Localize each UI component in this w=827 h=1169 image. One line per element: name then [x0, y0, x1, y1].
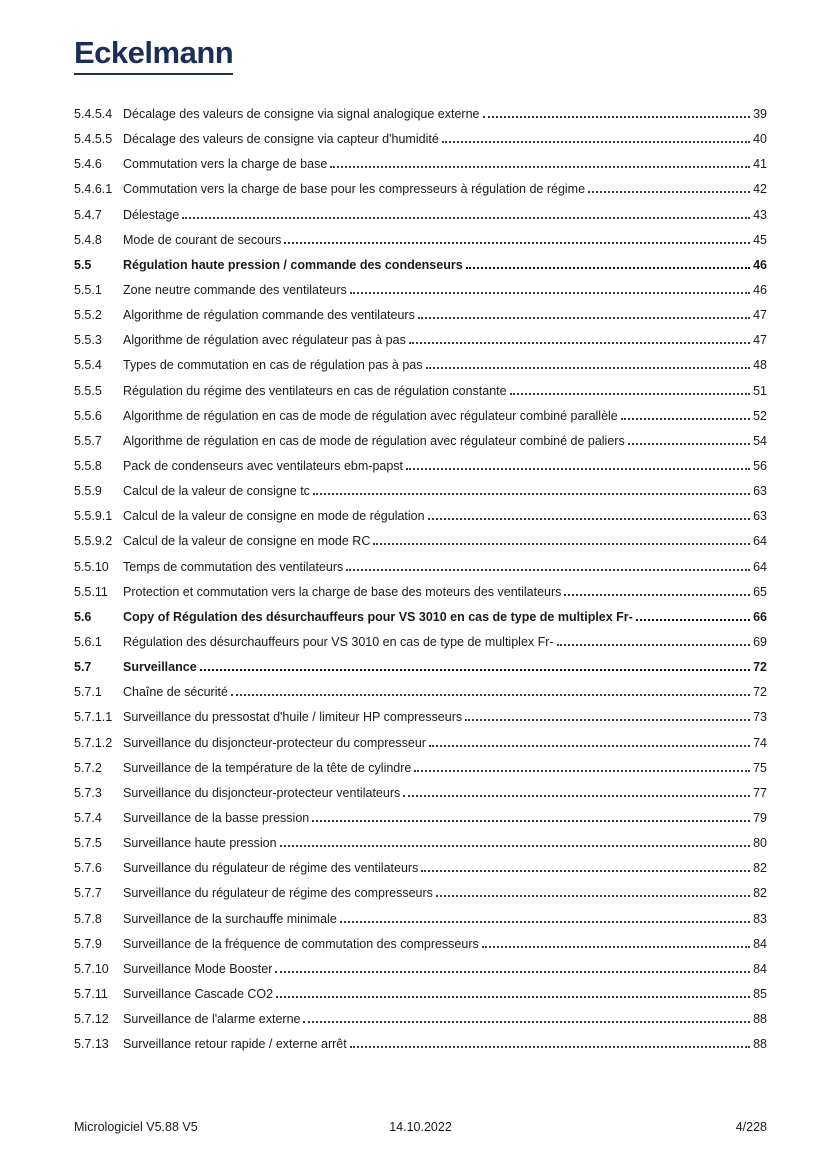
toc-entry-number: 5.7.11	[74, 986, 108, 1001]
toc-dot-leader	[303, 1021, 750, 1023]
toc-entry-number: 5.7.1.1	[74, 710, 113, 725]
toc-entry-page: 52	[753, 408, 767, 423]
toc-entry	[74, 283, 767, 308]
toc-entry-page: 43	[753, 207, 767, 222]
toc-entry-title: Surveillance de la surchauffe minimale	[123, 911, 337, 926]
toc-dot-leader	[465, 719, 750, 721]
brand-logo: Eckelmann	[74, 36, 233, 75]
toc-entry-number: 5.5.9.2	[74, 534, 113, 549]
toc-entry-number: 5.7.8	[74, 911, 102, 926]
toc-entry-number: 5.5	[74, 257, 92, 272]
toc-entry-page: 77	[753, 785, 767, 800]
toc-entry-title: Surveillance Cascade CO2	[123, 986, 274, 1001]
toc-dot-leader	[429, 745, 750, 747]
toc-dot-leader	[466, 267, 750, 269]
toc-dot-leader	[588, 191, 750, 193]
toc-entry-title: Surveillance du disjoncteur-protecteur du compresseur	[123, 735, 426, 750]
toc-entry-number: 5.7.1.2	[74, 735, 113, 750]
toc-entry-number: 5.7.7	[74, 886, 102, 901]
toc-entry-number: 5.4.6	[74, 157, 102, 172]
toc-dot-leader	[482, 946, 750, 948]
toc-entry-title: Surveillance du régulateur de régime des ventilateurs	[123, 861, 419, 876]
toc-entry	[74, 484, 767, 509]
toc-entry-number: 5.5.10	[74, 559, 109, 574]
toc-dot-leader	[406, 468, 750, 470]
toc-entry-title: Surveillance Mode Booster	[123, 961, 273, 976]
footer-version: Micrologiciel V5.88 V5	[74, 1120, 198, 1134]
toc-entry-number: 5.4.6.1	[74, 182, 113, 197]
toc-entry-page: 74	[753, 735, 767, 750]
toc-entry	[74, 107, 767, 132]
toc-entry-title: Algorithme de régulation commande des ventilateurs	[123, 308, 415, 323]
toc-entry	[74, 660, 767, 685]
toc-dot-leader	[418, 317, 750, 319]
toc-entry-number: 5.7.6	[74, 861, 102, 876]
toc-dot-leader	[350, 292, 750, 294]
toc-entry-page: 47	[753, 333, 767, 348]
toc-dot-leader	[280, 845, 751, 847]
toc-dot-leader	[628, 443, 750, 445]
toc-dot-leader	[350, 1046, 750, 1048]
toc-entry-title: Surveillance du disjoncteur-protecteur ventilateurs	[123, 785, 401, 800]
toc-entry-number: 5.5.11	[74, 584, 108, 599]
toc-entry-title: Surveillance de l'alarme externe	[123, 1012, 301, 1027]
toc-entry	[74, 635, 767, 660]
toc-entry-page: 69	[753, 634, 767, 649]
toc-entry-page: 65	[753, 584, 767, 599]
toc-dot-leader	[200, 669, 750, 671]
toc-entry	[74, 509, 767, 534]
toc-entry-title: Surveillance du pressostat d'huile / limiteur HP compresseurs	[123, 710, 463, 725]
toc-entry-title: Régulation haute pression / commande des condenseurs	[123, 257, 463, 272]
toc-entry-number: 5.4.5.4	[74, 107, 113, 121]
toc-entry-number: 5.7	[74, 660, 92, 675]
toc-dot-leader	[346, 569, 750, 571]
toc-entry	[74, 886, 767, 911]
toc-entry-title: Surveillance retour rapide / externe arrêt	[123, 1037, 347, 1052]
toc-entry-page: 45	[753, 232, 767, 247]
toc-entry-title: Zone neutre commande des ventilateurs	[123, 282, 347, 297]
toc-entry	[74, 811, 767, 836]
toc-entry-page: 54	[753, 433, 767, 448]
toc-entry-title: Calcul de la valeur de consigne en mode RC	[123, 534, 371, 549]
toc-entry	[74, 384, 767, 409]
toc-entry-number: 5.7.1	[74, 685, 102, 700]
toc-entry-page: 84	[753, 936, 767, 951]
toc-dot-leader	[182, 217, 750, 219]
toc-entry	[74, 233, 767, 258]
toc-entry-title: Surveillance du régulateur de régime des compresseurs	[123, 886, 433, 901]
toc-entry-page: 39	[753, 107, 767, 121]
toc-entry-number: 5.6.1	[74, 634, 102, 649]
toc-dot-leader	[275, 971, 750, 973]
toc-entry	[74, 610, 767, 635]
toc-entry-title: Calcul de la valeur de consigne tc	[123, 484, 310, 499]
toc-entry-title: Surveillance haute pression	[123, 836, 277, 851]
toc-entry-page: 46	[753, 282, 767, 297]
toc-entry-number: 5.5.6	[74, 408, 102, 423]
toc-list	[74, 107, 767, 1062]
toc-entry-title: Pack de condenseurs avec ventilateurs ebm-papst	[123, 458, 404, 473]
toc-entry	[74, 182, 767, 207]
toc-entry-number: 5.7.9	[74, 936, 102, 951]
toc-entry-title: Calcul de la valeur de consigne en mode de régulation	[123, 509, 425, 524]
toc-entry-page: 64	[753, 559, 767, 574]
toc-entry-title: Délestage	[123, 207, 180, 222]
toc-entry-number: 5.4.7	[74, 207, 102, 222]
toc-entry	[74, 786, 767, 811]
toc-entry-page: 82	[753, 861, 767, 876]
toc-entry-page: 85	[753, 986, 767, 1001]
toc-entry-title: Surveillance	[123, 660, 197, 675]
toc-dot-leader	[330, 166, 750, 168]
toc-entry-page: 79	[753, 810, 767, 825]
toc-entry-title: Copy of Régulation des désurchauffeurs pour VS 3010 en cas de type de multiplex Fr-	[123, 609, 633, 624]
page-footer	[74, 1120, 767, 1134]
toc-entry-title: Mode de courant de secours	[123, 232, 282, 247]
toc-entry	[74, 1037, 767, 1062]
toc-entry-title: Surveillance de la basse pression	[123, 810, 310, 825]
toc-entry-number: 5.7.10	[74, 961, 109, 976]
toc-entry	[74, 861, 767, 886]
toc-entry-number: 5.5.1	[74, 282, 102, 297]
toc-entry-page: 72	[753, 660, 767, 675]
toc-entry-page: 72	[753, 685, 767, 700]
toc-entry-page: 40	[753, 132, 767, 147]
toc-entry	[74, 585, 767, 610]
toc-entry-title: Surveillance de la température de la tête de cylindre	[123, 760, 412, 775]
toc-entry	[74, 761, 767, 786]
toc-entry-title: Algorithme de régulation en cas de mode de régulation avec régulateur combiné de paliers	[123, 433, 625, 448]
toc-entry	[74, 132, 767, 157]
toc-entry-page: 63	[753, 509, 767, 524]
toc-entry	[74, 258, 767, 283]
toc-entry-number: 5.4.5.5	[74, 132, 113, 147]
toc-entry-number: 5.7.4	[74, 810, 102, 825]
toc-entry-page: 83	[753, 911, 767, 926]
toc-entry-number: 5.5.9	[74, 484, 102, 499]
toc-dot-leader	[621, 418, 750, 420]
toc-entry	[74, 409, 767, 434]
toc-entry-page: 66	[753, 609, 767, 624]
toc-dot-leader	[276, 996, 750, 998]
toc-entry	[74, 358, 767, 383]
toc-entry	[74, 937, 767, 962]
toc-entry-number: 5.7.3	[74, 785, 102, 800]
toc-entry-number: 5.5.7	[74, 433, 102, 448]
toc-dot-leader	[340, 921, 750, 923]
toc-entry-number: 5.7.5	[74, 836, 102, 851]
toc-dot-leader	[483, 116, 751, 118]
toc-entry	[74, 836, 767, 861]
toc-entry	[74, 534, 767, 559]
toc-entry-number: 5.7.2	[74, 760, 102, 775]
toc-entry-page: 63	[753, 484, 767, 499]
toc-dot-leader	[564, 594, 750, 596]
toc-dot-leader	[373, 543, 750, 545]
toc-dot-leader	[231, 694, 750, 696]
toc-entry-number: 5.5.4	[74, 358, 102, 373]
toc-dot-leader	[312, 820, 750, 822]
toc-entry	[74, 912, 767, 937]
toc-dot-leader	[403, 795, 750, 797]
toc-entry	[74, 987, 767, 1012]
toc-entry-title: Décalage des valeurs de consigne via signal analogique externe	[123, 107, 480, 121]
toc-dot-leader	[510, 393, 751, 395]
toc-entry-number: 5.5.3	[74, 333, 102, 348]
toc-entry-title: Algorithme de régulation en cas de mode de régulation avec régulateur combiné parallèle	[123, 408, 618, 423]
toc-entry	[74, 560, 767, 585]
toc-dot-leader	[421, 870, 750, 872]
toc-entry-page: 73	[753, 710, 767, 725]
toc-entry-page: 42	[753, 182, 767, 197]
toc-entry-title: Surveillance de la fréquence de commutation des compresseurs	[123, 936, 479, 951]
toc-entry-page: 64	[753, 534, 767, 549]
toc-entry-title: Algorithme de régulation avec régulateur pas à pas	[123, 333, 406, 348]
toc-entry	[74, 710, 767, 735]
footer-date: 14.10.2022	[389, 1120, 452, 1134]
toc-entry-number: 5.5.8	[74, 458, 102, 473]
footer-page-number: 4/228	[735, 1120, 767, 1134]
toc-entry	[74, 1012, 767, 1037]
toc-entry	[74, 434, 767, 459]
toc-dot-leader	[442, 141, 750, 143]
toc-entry-title: Protection et commutation vers la charge de base des moteurs des ventilateurs	[123, 584, 562, 599]
toc-entry-page: 75	[753, 760, 767, 775]
toc-entry-number: 5.7.13	[74, 1037, 109, 1052]
toc-dot-leader	[636, 619, 750, 621]
toc-dot-leader	[409, 342, 750, 344]
toc-entry-number: 5.4.8	[74, 232, 102, 247]
toc-dot-leader	[426, 367, 751, 369]
toc-entry-title: Temps de commutation des ventilateurs	[123, 559, 344, 574]
toc-entry-number: 5.6	[74, 609, 92, 624]
toc-entry-title: Commutation vers la charge de base	[123, 157, 328, 172]
toc-entry-title: Commutation vers la charge de base pour les compresseurs à régulation de régime	[123, 182, 586, 197]
toc-entry-number: 5.5.9.1	[74, 509, 113, 524]
toc-dot-leader	[436, 895, 750, 897]
toc-entry	[74, 459, 767, 484]
toc-entry	[74, 208, 767, 233]
toc-entry	[74, 962, 767, 987]
toc-entry-page: 46	[753, 257, 767, 272]
toc-dot-leader	[557, 644, 751, 646]
toc-entry-number: 5.5.5	[74, 383, 102, 398]
toc-entry	[74, 685, 767, 710]
toc-entry-title: Décalage des valeurs de consigne via capteur d'humidité	[123, 132, 439, 147]
toc-entry-page: 47	[753, 308, 767, 323]
toc-entry-title: Régulation du régime des ventilateurs en cas de régulation constante	[123, 383, 507, 398]
toc-entry-page: 88	[753, 1037, 767, 1052]
toc-entry-title: Types de commutation en cas de régulation pas à pas	[123, 358, 423, 373]
toc-entry	[74, 157, 767, 182]
toc-dot-leader	[313, 493, 750, 495]
toc-entry	[74, 308, 767, 333]
toc-entry-title: Chaîne de sécurité	[123, 685, 228, 700]
toc-entry-page: 41	[753, 157, 767, 172]
toc-entry-page: 56	[753, 458, 767, 473]
toc-entry-page: 82	[753, 886, 767, 901]
toc-entry	[74, 736, 767, 761]
toc-entry	[74, 333, 767, 358]
toc-entry-page: 48	[753, 358, 767, 373]
toc-entry-number: 5.7.12	[74, 1012, 109, 1027]
toc-dot-leader	[284, 242, 750, 244]
toc-entry-page: 80	[753, 836, 767, 851]
toc-entry-page: 88	[753, 1012, 767, 1027]
toc-entry-number: 5.5.2	[74, 308, 102, 323]
toc-dot-leader	[414, 770, 750, 772]
toc-dot-leader	[428, 518, 751, 520]
toc-entry-title: Régulation des désurchauffeurs pour VS 3010 en cas de type de multiplex Fr-	[123, 634, 554, 649]
toc-entry-page: 51	[753, 383, 767, 398]
toc-entry-page: 84	[753, 961, 767, 976]
